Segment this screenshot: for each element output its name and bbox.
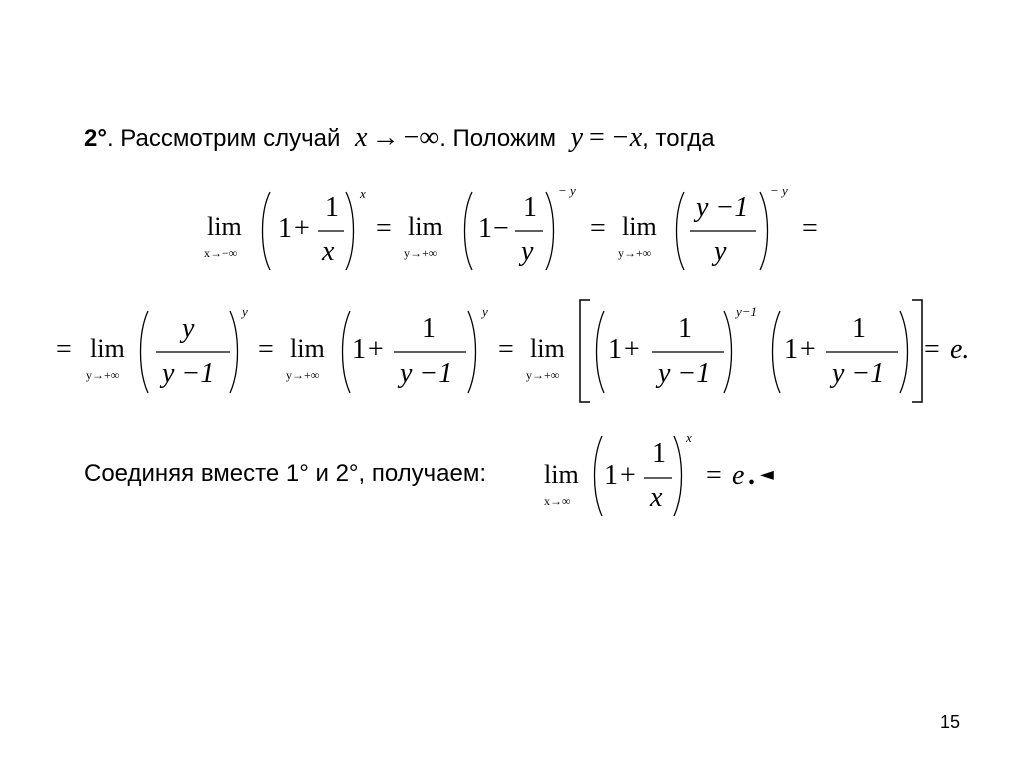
denominator: y −1 xyxy=(832,358,885,389)
left-paren xyxy=(460,190,474,272)
lim-operator: lim xyxy=(408,212,443,241)
result-e: e xyxy=(732,460,745,491)
exponent: y xyxy=(482,304,488,319)
numerator: 1 xyxy=(852,313,866,344)
intro-text-2: . Положим xyxy=(439,125,563,152)
right-paren xyxy=(758,190,772,272)
term-one: 1 xyxy=(608,334,622,365)
end-dot: . xyxy=(748,460,755,491)
fraction-bar xyxy=(644,477,672,480)
numerator: 1 xyxy=(325,192,339,223)
case-variable: x xyxy=(355,122,368,153)
left-paren xyxy=(768,309,782,395)
term-one: 1 xyxy=(278,213,292,244)
substitution-lhs: y xyxy=(570,122,584,153)
numerator: 1 xyxy=(422,313,436,344)
equals-sign: = xyxy=(924,334,940,365)
left-paren xyxy=(592,309,606,395)
fraction-bar xyxy=(690,230,756,233)
exponent: − y xyxy=(558,183,576,198)
right-paren xyxy=(544,190,558,272)
lim-operator: lim xyxy=(290,334,325,363)
conclusion-text: Соединяя вместе 1° и 2°, получаем: xyxy=(84,460,487,487)
left-bracket xyxy=(578,298,592,404)
left-paren xyxy=(258,190,272,272)
equals-sign: = xyxy=(802,213,818,244)
exponent: x xyxy=(686,430,692,445)
denominator: y xyxy=(521,236,534,267)
term-one: 1 xyxy=(478,213,492,244)
plus-sign: + xyxy=(368,334,384,365)
numerator: 1 xyxy=(652,438,666,469)
plus-sign: + xyxy=(624,334,640,365)
substitution-eq: = xyxy=(589,122,605,153)
right-paren xyxy=(722,309,736,395)
lim-subscript: y→+∞ xyxy=(526,368,560,382)
lim-subscript: y→+∞ xyxy=(404,246,438,260)
lim-operator: lim xyxy=(207,212,242,241)
case-arrow: → xyxy=(371,122,400,153)
result-e: e. xyxy=(950,334,970,365)
fraction-bar xyxy=(652,351,724,354)
equals-sign: = xyxy=(376,213,392,244)
term-one: 1 xyxy=(604,460,618,491)
denominator: y −1 xyxy=(162,358,215,389)
exponent: y−1 xyxy=(736,304,758,319)
numerator: y −1 xyxy=(696,192,749,223)
minus-sign: − xyxy=(493,213,509,244)
equals-sign: = xyxy=(258,334,274,365)
equals-sign: = xyxy=(56,334,72,365)
left-paren xyxy=(136,309,150,395)
section-number: 2° xyxy=(84,125,107,152)
exponent: y xyxy=(242,304,248,319)
term-one: 1 xyxy=(352,334,366,365)
right-paren xyxy=(466,309,480,395)
fraction-bar xyxy=(826,351,898,354)
lim-subscript: x→∞ xyxy=(544,494,571,508)
right-paren xyxy=(672,434,686,518)
numerator: 1 xyxy=(678,313,692,344)
equals-sign: = xyxy=(706,460,722,491)
lim-operator: lim xyxy=(530,334,565,363)
numerator: 1 xyxy=(523,192,537,223)
left-paren xyxy=(338,309,352,395)
fraction-bar xyxy=(394,351,466,354)
denominator: x xyxy=(650,482,663,513)
denominator: y −1 xyxy=(400,358,453,389)
fraction-bar xyxy=(156,351,230,354)
case-limit: −∞ xyxy=(403,122,440,153)
denominator: y −1 xyxy=(658,358,711,389)
plus-sign: + xyxy=(800,334,816,365)
lim-subscript: y→+∞ xyxy=(86,368,120,382)
plus-sign: + xyxy=(620,460,636,491)
intro-text-3: , тогда xyxy=(642,125,715,152)
lim-operator: lim xyxy=(622,212,657,241)
page-number: 15 xyxy=(940,712,961,732)
right-paren xyxy=(228,309,242,395)
equals-sign: = xyxy=(590,213,606,244)
denominator: x xyxy=(322,236,335,267)
plus-sign: + xyxy=(294,213,310,244)
lim-subscript: y→+∞ xyxy=(286,368,320,382)
right-bracket xyxy=(910,298,924,404)
denominator: y xyxy=(714,236,727,267)
lim-operator: lim xyxy=(90,334,125,363)
intro-line xyxy=(84,122,715,154)
lim-operator: lim xyxy=(544,460,579,489)
substitution-rhs: −x xyxy=(610,122,643,153)
equals-sign: = xyxy=(498,334,514,365)
left-paren xyxy=(672,190,686,272)
fraction-bar xyxy=(515,230,543,233)
fraction-bar xyxy=(318,230,344,233)
left-paren xyxy=(590,434,604,518)
numerator: y xyxy=(182,313,195,344)
term-one: 1 xyxy=(784,334,798,365)
intro-text-1: . Рассмотрим случай xyxy=(106,125,348,152)
lim-subscript: y→+∞ xyxy=(618,246,652,260)
end-of-proof-icon: ◄ xyxy=(760,464,774,485)
exponent: x xyxy=(360,186,366,201)
right-paren xyxy=(344,190,358,272)
lim-subscript: x→−∞ xyxy=(204,246,238,260)
exponent: − y xyxy=(770,183,788,198)
